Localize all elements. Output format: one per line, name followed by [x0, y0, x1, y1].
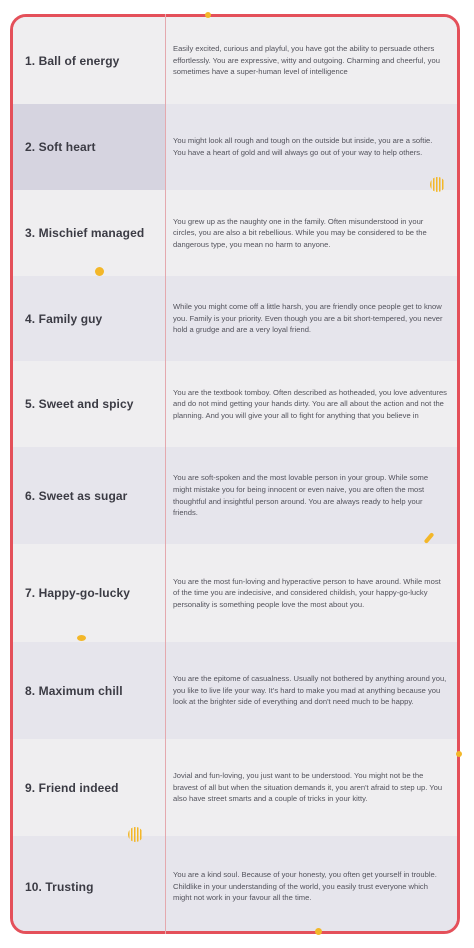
- trait-title: 1. Ball of energy: [25, 53, 120, 68]
- trait-title: 3. Mischief managed: [25, 226, 145, 240]
- traits-table: [10, 14, 460, 934]
- trait-title-cell: [13, 544, 165, 642]
- trait-title: 6. Sweet as sugar: [25, 488, 128, 503]
- decorative-dot: [95, 267, 104, 276]
- trait-row-6: [13, 447, 457, 544]
- trait-row-10: [13, 836, 457, 934]
- trait-title-cell: [13, 447, 165, 544]
- trait-title: 2. Soft heart: [25, 140, 96, 154]
- trait-title-cell: [13, 276, 165, 361]
- trait-description: You grew up as the naughty one in the family. Often misunderstood in your circles, you are also a bit rebellious. While you may be considered to be the dangerous type, you mean no harm to anyone.: [173, 216, 427, 249]
- trait-row-4: [13, 276, 457, 361]
- trait-description: You are the textbook tomboy. Often described as hotheaded, you love adventures and do not mind getting your hands dirty. You are all about the action and not the planning. And you will give your all to fight for anything that you believe in: [173, 387, 447, 420]
- trait-title: 5. Sweet and spicy: [25, 397, 134, 411]
- trait-row-7: [13, 544, 457, 642]
- decorative-dot: [77, 635, 86, 641]
- trait-row-5: [13, 361, 457, 447]
- trait-row-2: [13, 104, 457, 190]
- trait-row-8: [13, 642, 457, 739]
- trait-description: You are a kind soul. Because of your honesty, you often get yourself in trouble. Childlike in your understanding of the world, you easily trust everyone which might not work in your favour all the time.: [173, 870, 437, 903]
- trait-title-cell: [13, 17, 165, 104]
- trait-title: 9. Friend indeed: [25, 780, 119, 795]
- decorative-dot: [205, 12, 211, 18]
- trait-row-3: [13, 190, 457, 276]
- trait-title-cell: [13, 642, 165, 739]
- trait-description: Easily excited, curious and playful, you have got the ability to persuade others effortlessly. You are expressive, witty and outgoing. Charming and cheerful, you sometimes have a super-human level of intelligence: [173, 44, 440, 77]
- trait-title-cell: [13, 361, 165, 447]
- trait-row-9: [13, 739, 457, 836]
- trait-description: While you might come off a little harsh, you are friendly once people get to know you. Family is your priority. Even though you are a bit short-tempered, you never hold a grudge and are a very loyal friend.: [173, 302, 443, 335]
- trait-title-cell: [13, 190, 165, 276]
- column-divider: [165, 14, 166, 934]
- trait-description: You are the most fun-loving and hyperactive person to have around. While most of the time you are indecisive, and considered childish, your happy-go-lucky personality is something people love the most about you.: [173, 576, 441, 609]
- trait-description: You are the epitome of casualness. Usually not bothered by anything around you, you like to live life your way. It's hard to make you mad at anything because you look at the brighter side of everything and don't need much to be happy.: [173, 674, 447, 707]
- trait-description: You might look all rough and tough on the outside but inside, you are a softie. You have a heart of gold and will always go out of your way to help others.: [173, 136, 433, 157]
- decorative-striped-circle: [128, 827, 143, 842]
- trait-row-1: [13, 17, 457, 104]
- trait-title: 8. Maximum chill: [25, 683, 123, 698]
- trait-title: 10. Trusting: [25, 879, 94, 894]
- trait-description: You are soft-spoken and the most lovable person in your group. While some might mistake you for being innocent or even naive, you are often the most thoughtful and insightful person around. You are always ready to help your friends.: [173, 473, 429, 518]
- trait-title: 7. Happy-go-lucky: [25, 586, 131, 600]
- decorative-striped-circle: [430, 177, 445, 192]
- trait-title: 4. Family guy: [25, 311, 103, 326]
- trait-title-cell: [13, 836, 165, 934]
- decorative-dot: [456, 751, 462, 757]
- decorative-dot: [315, 928, 322, 935]
- trait-title-cell: [13, 739, 165, 836]
- trait-description: Jovial and fun-loving, you just want to be understood. You might not be the bravest of all but when the situation demands it, you aren't afraid to step up. You also have street smarts and a couple of tricks in your kitty.: [173, 771, 443, 804]
- trait-title-cell: [13, 104, 165, 190]
